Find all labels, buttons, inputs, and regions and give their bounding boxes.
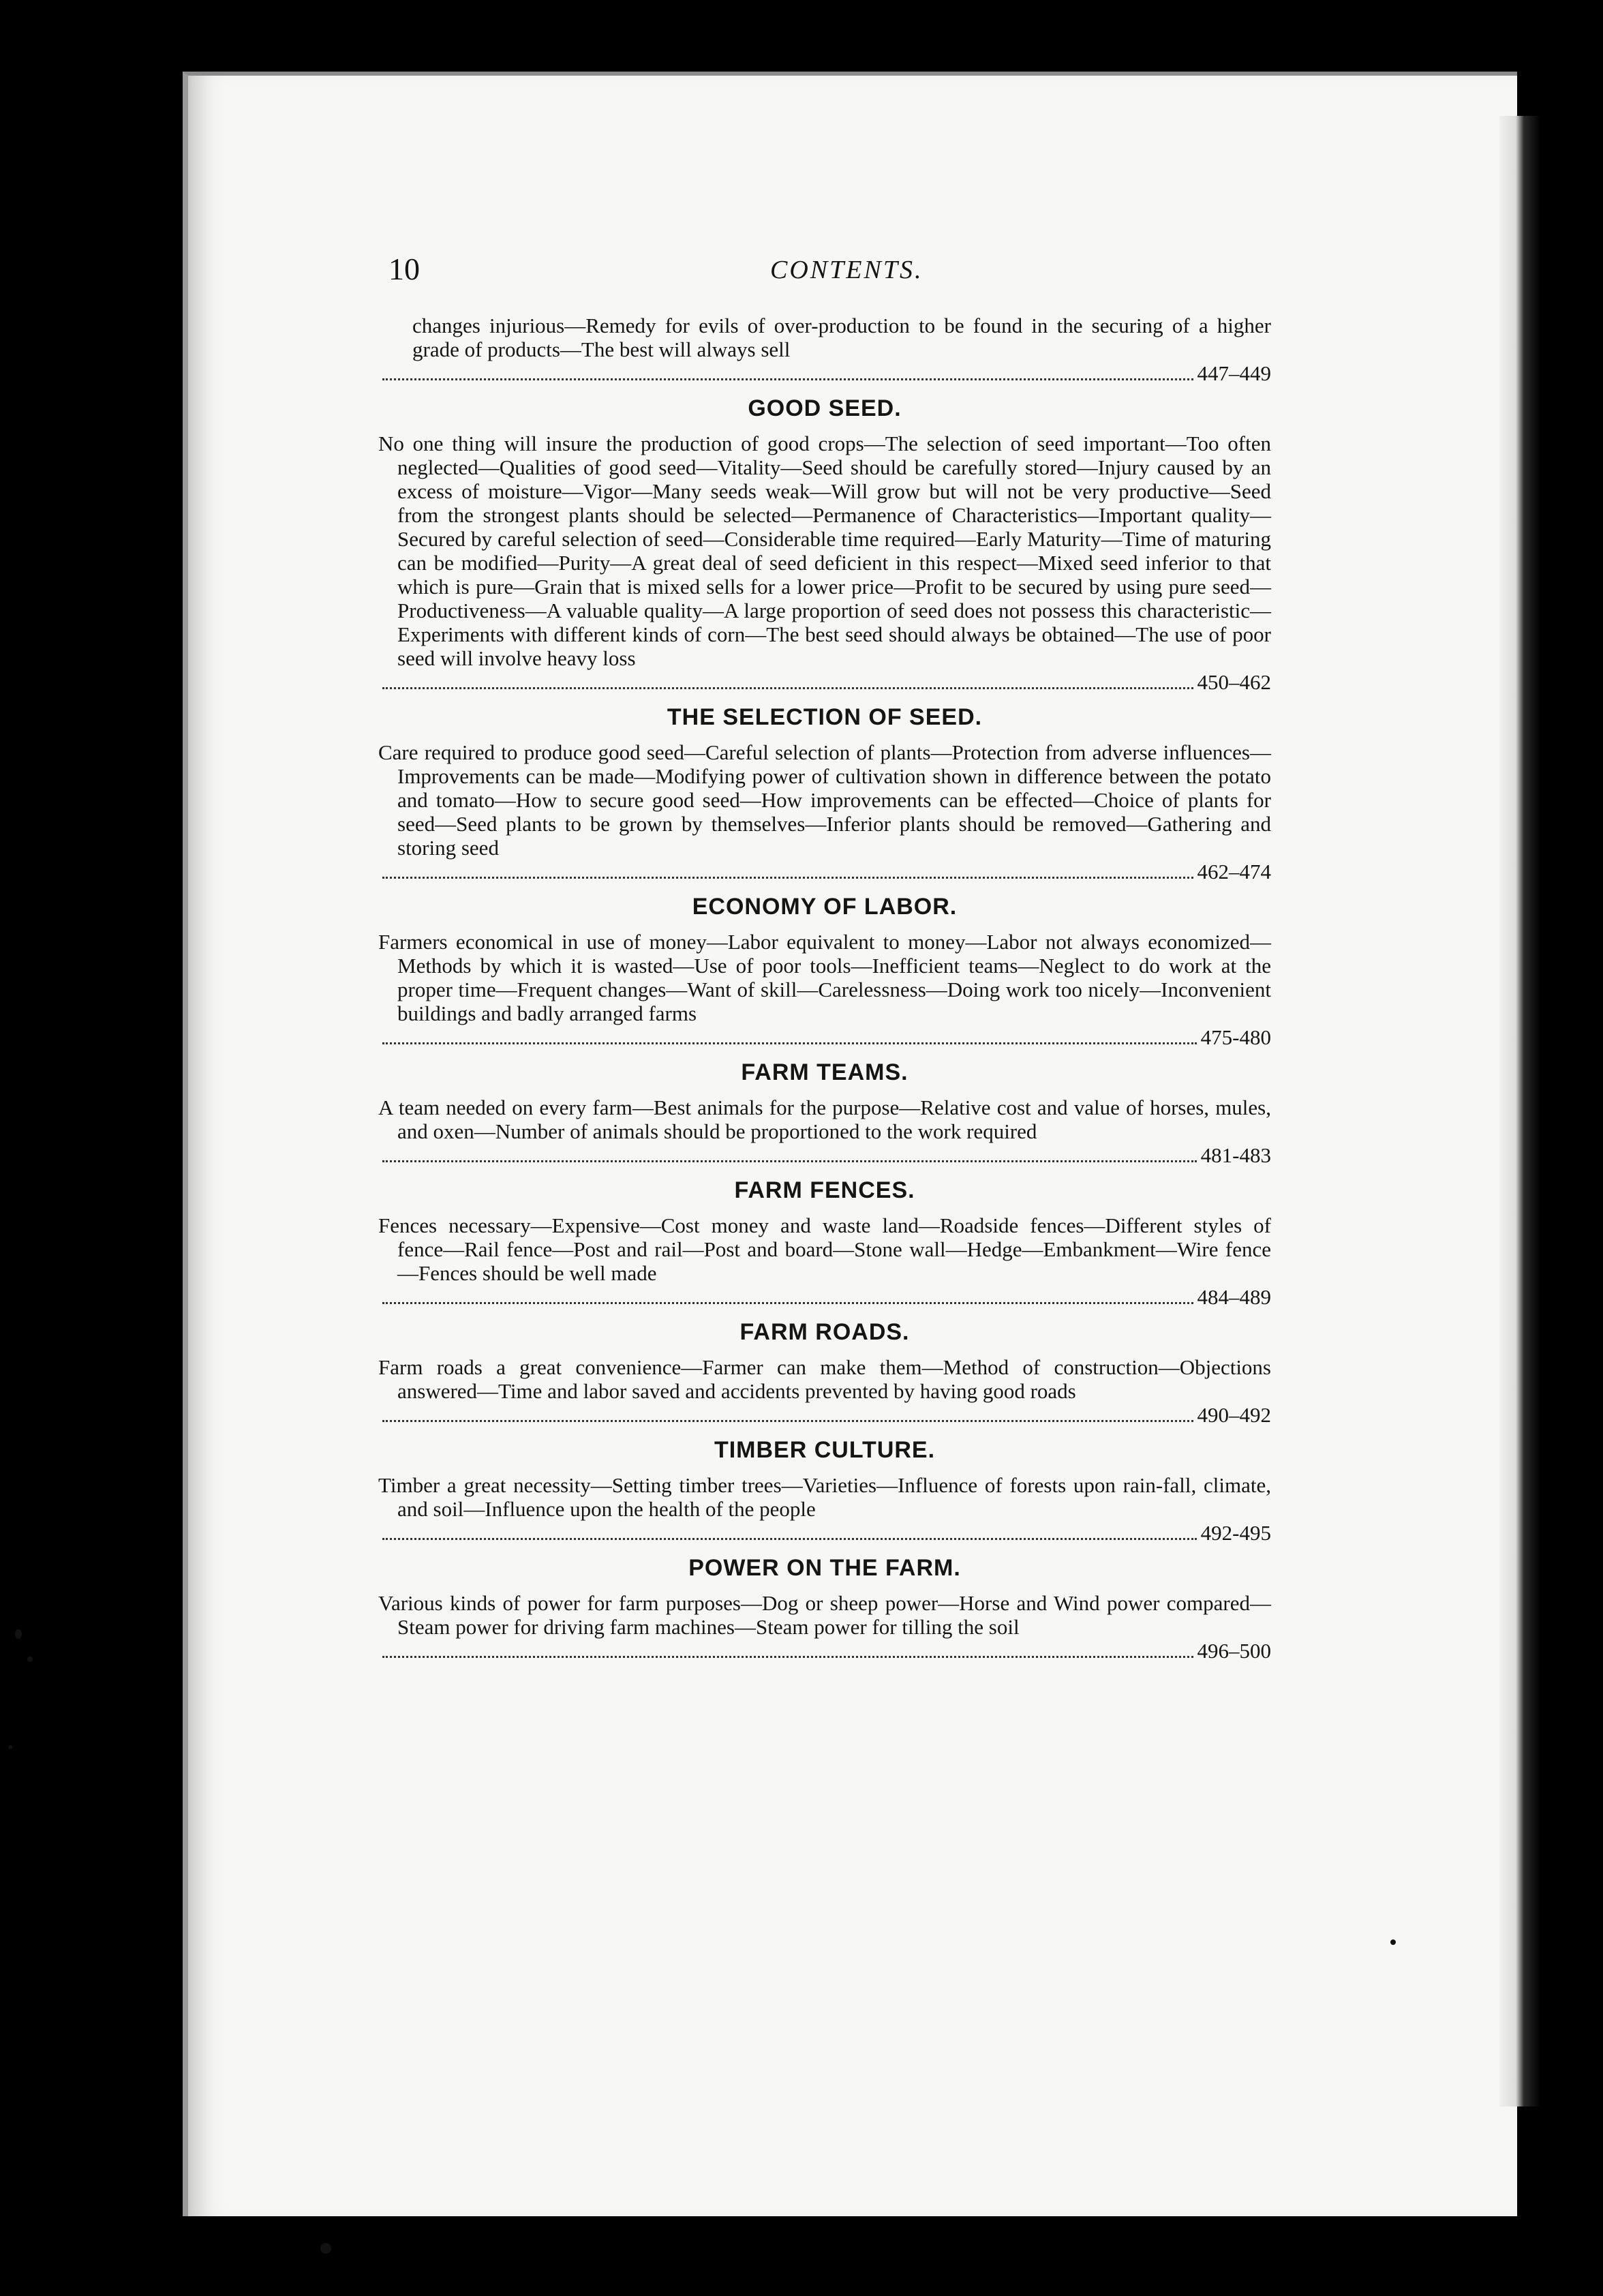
entry-page-range	[378, 361, 1271, 386]
page-range: 496–500	[1197, 1639, 1271, 1663]
section-heading: FARM TEAMS.	[741, 1059, 909, 1085]
section-summary: No one thing will insure the production of good crops—The selection of seed important—Too often neglected—Qualities of good seed—Vitality—Seed should be carefully stored—Injury caused by an excess of moisture—Vigor—Many seeds weak—Will grow but will not be very productive—Seed from the strongest plants should be selected—Permanence of Characteristics—Important quality—Secured by careful selection of seed—Considerable time required—Early Maturity—Time of maturing can be modified—Purity—A great deal of seed deficient in this respect—Mixed seed inferior to that which is pure—Grain that is mixed sells for a lower price—Profit to be secured by using pure seed—Productiveness—A valuable quality—A large proportion of seed does not possess this characteristic—Experiments with different kinds of corn—The best seed should always be obtained—The use of poor seed will involve heavy loss	[378, 432, 1271, 670]
dot-leader	[382, 870, 1193, 879]
entry-page-range	[378, 860, 1271, 884]
section-power-on-the-farm	[378, 1555, 1271, 1663]
page-range: 450–462	[1197, 670, 1271, 694]
section-summary: Farmers economical in use of money—Labor equivalent to money—Labor not always economized—Methods by which it is wasted—Use of poor tools—Inefficient teams—Neglect to do work at the proper time—Frequent changes—Want of skill—Carelessness—Doing work too nicely—Inconvenient buildings and badly arranged farms	[378, 930, 1271, 1025]
running-head: CONTENTS.	[770, 256, 923, 284]
section-heading: FARM FENCES.	[734, 1177, 915, 1203]
section-economy-of-labor	[378, 894, 1271, 1050]
entry-description: changes injurious—Remedy for evils of over-production to be found in the securing of a higher grade of products—The best will always sell	[412, 314, 1271, 361]
section-farm-teams	[378, 1059, 1271, 1168]
section-heading: GOOD SEED.	[748, 395, 902, 421]
page-number: 10	[388, 252, 420, 286]
entry-page-range	[378, 670, 1271, 695]
dot-leader	[382, 1649, 1193, 1658]
section-summary: Timber a great necessity—Setting timber trees—Varieties—Influence of forests upon rain-fall, climate, and soil—Influence upon the health of the people	[378, 1473, 1271, 1521]
dot-leader	[382, 680, 1193, 689]
section-summary: Fences necessary—Expensive—Cost money and waste land—Roadside fences—Different styles of fence—Rail fence—Post and rail—Post and board—Stone wall—Hedge—Embankment—Wire fence—Fences should be well made	[378, 1213, 1271, 1285]
section-summary: A team needed on every farm—Best animals for the purpose—Relative cost and value of horses, mules, and oxen—Number of animals should be proportioned to the work required	[378, 1096, 1271, 1143]
dot-leader	[382, 372, 1193, 380]
section-heading: ECONOMY OF LABOR.	[692, 894, 958, 920]
dot-leader	[382, 1153, 1197, 1162]
dot-leader	[382, 1413, 1193, 1422]
section-farm-fences	[378, 1177, 1271, 1310]
dot-leader	[382, 1036, 1197, 1044]
page-range: 462–474	[1197, 860, 1271, 883]
section-selection-of-seed	[378, 704, 1271, 884]
section-summary: Farm roads a great convenience—Farmer can make them—Method of construction—Objections answered—Time and labor saved and accidents prevented by having good roads	[378, 1355, 1271, 1403]
page-range: 475-480	[1200, 1025, 1271, 1049]
entry-text	[378, 314, 1271, 361]
page-range: 484–489	[1197, 1285, 1271, 1309]
section-summary: Care required to produce good seed—Careful selection of plants—Protection from adverse influences—Improvements can be made—Modifying power of cultivation shown in difference between the potato and tomato—How to secure good seed—How improvements can be effected—Choice of plants for seed—Seed plants to be grown by themselves—Inferior plants should be removed—Gathering and storing seed	[378, 740, 1271, 860]
entry-page-range	[378, 1639, 1271, 1663]
contents-list	[378, 314, 1271, 1673]
continued-entry	[378, 314, 1271, 386]
page-range: 447–449	[1197, 361, 1271, 385]
page-range: 490–492	[1197, 1403, 1271, 1427]
entry-page-range	[378, 1521, 1271, 1545]
section-farm-roads	[378, 1319, 1271, 1428]
entry-page-range	[378, 1143, 1271, 1168]
section-heading: THE SELECTION OF SEED.	[667, 704, 983, 730]
page-range: 492-495	[1200, 1521, 1271, 1545]
page-edge-shadow	[1499, 116, 1540, 2106]
entry-page-range	[378, 1285, 1271, 1310]
section-summary: Various kinds of power for farm purposes—Dog or sheep power—Horse and Wind power compared—Steam power for driving farm machines—Steam power for tilling the soil	[378, 1591, 1271, 1639]
section-heading: TIMBER CULTURE.	[714, 1437, 936, 1463]
entry-page-range	[378, 1403, 1271, 1428]
dot-leader	[382, 1531, 1197, 1540]
section-heading: POWER ON THE FARM.	[688, 1555, 961, 1581]
section-heading: FARM ROADS.	[739, 1319, 910, 1345]
section-good-seed	[378, 395, 1271, 695]
entry-page-range	[378, 1025, 1271, 1050]
section-timber-culture	[378, 1437, 1271, 1545]
dot-leader	[382, 1295, 1193, 1304]
page-header	[388, 251, 1261, 292]
page-range: 481-483	[1200, 1143, 1271, 1167]
